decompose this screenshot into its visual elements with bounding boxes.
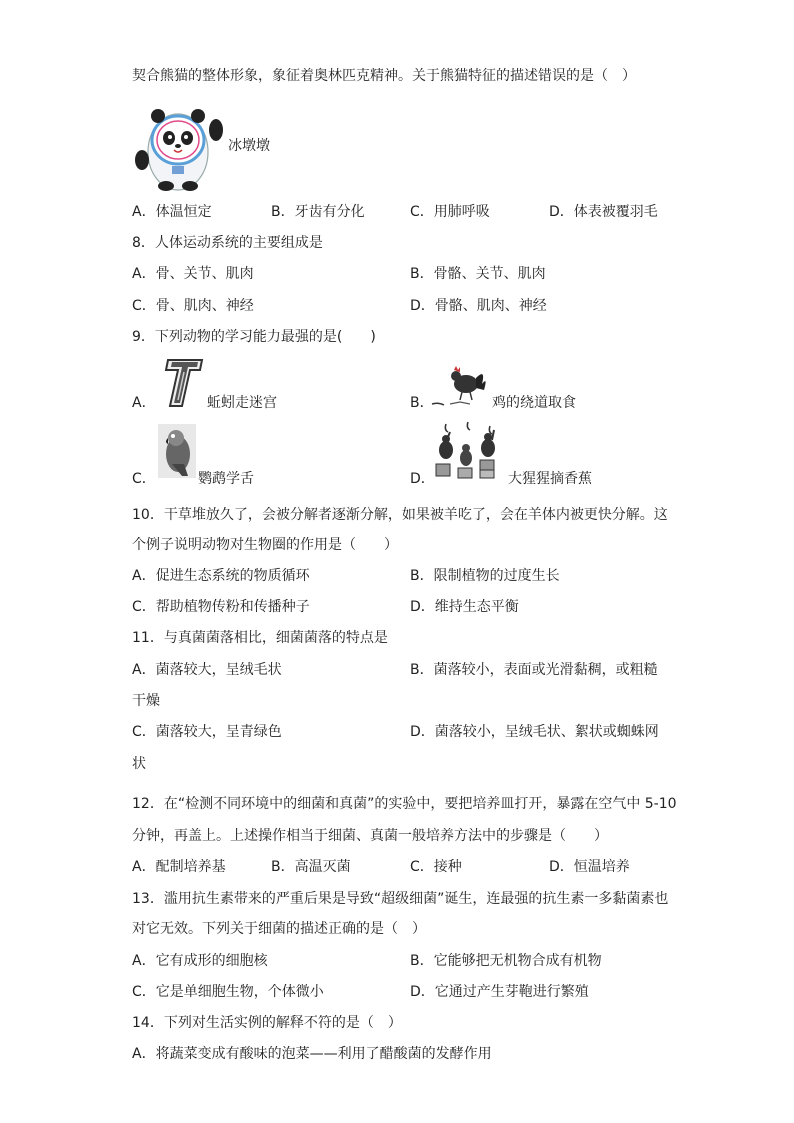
maze-icon: [162, 358, 206, 408]
q8-option-a: A．骨、关节、肌肉: [132, 266, 254, 282]
q10-option-c: C．帮助植物传粉和传播种子: [132, 599, 310, 615]
q11-option-b-wrap: 干燥: [132, 693, 160, 709]
q14-option-a: A．将蔬菜变成有酸味的泡菜——利用了醋酸菌的发酵作用: [132, 1046, 492, 1062]
question-13-stem-line2: 对它无效。下列关于细菌的描述正确的是（ ）: [132, 921, 426, 937]
q12-option-a: A．配制培养基: [132, 859, 226, 875]
q8-option-d: D．骨骼、肌肉、神经: [410, 298, 547, 314]
question-10-stem-line1: 10．干草堆放久了，会被分解者逐渐分解，如果被羊吃了，会在羊体内被更快分解。这: [132, 507, 668, 523]
q12-option-b: B．高温灭菌: [271, 859, 351, 875]
q9-option-b-caption: 鸡的绕道取食: [492, 395, 576, 411]
q11-option-c: C．菌落较大，呈青绿色: [132, 724, 282, 740]
question-11-stem: 11．与真菌菌落相比，细菌菌落的特点是: [132, 630, 388, 646]
question-13-stem-line1: 13．滥用抗生素带来的严重后果是导致“超级细菌”诞生，连最强的抗生素一多黏菌素也: [132, 891, 669, 907]
question-12-stem-line1: 12．在“检测不同环境中的细菌和真菌”的实验中，要把培养皿打开，暴露在空气中 5-10: [132, 796, 677, 812]
q8-option-b: B．骨骼、关节、肌肉: [410, 266, 546, 282]
q9-option-a-letter: A．: [132, 395, 156, 411]
rooster-icon: [430, 362, 490, 408]
question-10-stem-line2: 个例子说明动物对生物圈的作用是（ ）: [132, 537, 398, 553]
q9-option-b-letter: B．: [410, 395, 434, 411]
q9-option-c-letter: C．: [132, 471, 156, 487]
q7-option-d: D．体表被覆羽毛: [549, 204, 658, 220]
q9-option-c-caption: 鹦鹉学舌: [198, 471, 254, 487]
q9-option-d-letter: D．: [410, 471, 435, 487]
parrot-icon: [158, 424, 196, 478]
gorilla-icon: [432, 420, 508, 480]
q12-option-c: C．接种: [410, 859, 462, 875]
q7-option-b: B．牙齿有分化: [271, 204, 365, 220]
q11-option-d: D．菌落较小，呈绒毛状、絮状或蜘蛛网: [410, 724, 659, 740]
q10-option-a: A．促进生态系统的物质循环: [132, 568, 310, 584]
q12-option-d: D．恒温培养: [549, 859, 630, 875]
q11-option-d-wrap: 状: [132, 756, 146, 772]
question-9-stem: 9．下列动物的学习能力最强的是( ): [132, 329, 376, 345]
q8-option-c: C．骨、肌肉、神经: [132, 298, 254, 314]
q13-option-b: B．它能够把无机物合成有机物: [410, 953, 602, 969]
q13-option-a: A．它有成形的细胞核: [132, 953, 268, 969]
q10-option-d: D．维持生态平衡: [410, 599, 519, 615]
question-12-stem-line2: 分钟，再盖上。上述操作相当于细菌、真菌一般培养方法中的步骤是（ ）: [132, 828, 608, 844]
q10-option-b: B．限制植物的过度生长: [410, 568, 560, 584]
question-14-stem: 14．下列对生活实例的解释不符的是（ ）: [132, 1015, 402, 1031]
question-8-stem: 8．人体运动系统的主要组成是: [132, 235, 323, 251]
q9-option-a-caption: 蚯蚓走迷宫: [207, 395, 277, 411]
question-7-stem: 契合熊猫的整体形象，象征着奥林匹克精神。关于熊猫特征的描述错误的是（ ）: [132, 68, 636, 84]
panda-mascot-icon: [130, 94, 230, 194]
q13-option-d: D．它通过产生芽鞄进行繁殖: [410, 984, 589, 1000]
q13-option-c: C．它是单细胞生物，个体微小: [132, 984, 324, 1000]
q11-option-a: A．菌落较大，呈绒毛状: [132, 662, 282, 678]
q7-option-c: C．用肺呼吸: [410, 204, 490, 220]
q7-option-a: A．体温恒定: [132, 204, 212, 220]
q9-option-d-caption: 大猩猩摘香蕉: [508, 471, 592, 487]
q11-option-b: B．菌落较小，表面或光滑黏稠，或粗糙: [410, 662, 658, 678]
mascot-caption: 冰墩墩: [228, 138, 270, 154]
